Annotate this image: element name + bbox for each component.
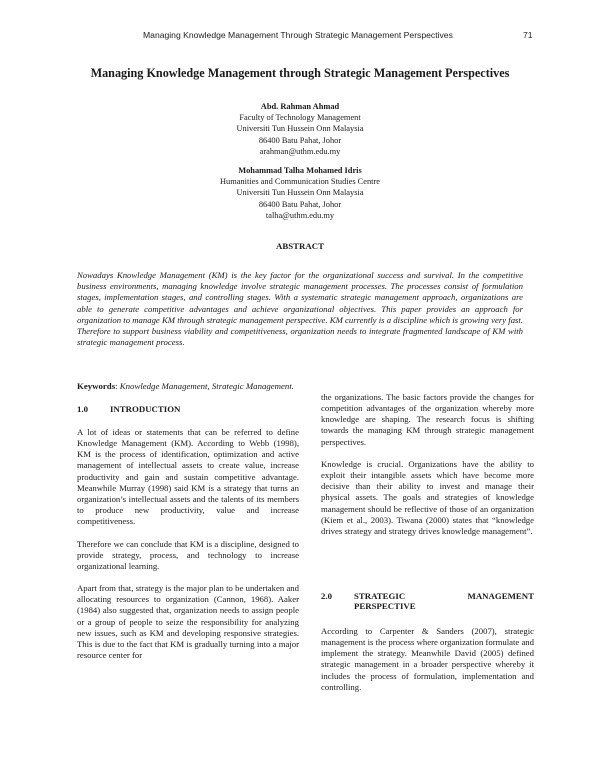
author-affiliation: Humanities and Communication Studies Centre (219, 177, 381, 187)
abstract-text (77, 270, 523, 348)
author-block-2 (0, 165, 600, 221)
section-title-word: MANAGEMENT (467, 591, 534, 601)
body-paragraph: Apart from that, strategy is the major plan to be undertaken and allocating resources to organization (Cannon, 1968). Aaker (1984) also suggested that, organization needs to assign people or a group of people to seize the responsibility for analyzing new issues, such as KM and developing responsive strategies. This is due to the fact that KM is gradually turning into a major resource center for (77, 583, 299, 661)
keywords-text: Knowledge Management, Strategic Management. (119, 381, 294, 391)
section-title-word: STRATEGIC (354, 591, 406, 601)
section-number: 2.0 (321, 591, 332, 601)
running-head: Managing Knowledge Management Through Strategic Management Perspectives (143, 30, 453, 40)
section-title-line2: PERSPECTIVE (354, 601, 416, 611)
author-affiliation: Faculty of Technology Management (239, 113, 361, 123)
keywords-label: Keywords (77, 381, 116, 391)
section-heading-introduction (77, 404, 299, 414)
keywords: Keywords: Knowledge Management, Strategic Management. (77, 381, 294, 391)
body-paragraph: According to Carpenter & Sanders (2007), strategic management is the process where organization formulate and implement the strategy. Meanwhile David (2005) defined strategic management in a broader perspective whereby it includes the process of formulation, implementation and controlling. (321, 626, 534, 692)
author-email: talha@uthm.edu.my (265, 210, 335, 220)
abstract-paragraph: Nowadays Knowledge Management (KM) is the key factor for the organizational success and survival. In the competitive business environments, managing knowledge involve strategic management processes. The processes consist of formulation stages, implementation stages, and controlling stages. With a systematic strategic management approach, organizations are able to generate competitive advantages and achieve organizational objectives. This paper provides an approach for organization to manage KM through strategic management perspective. KM currently is a discipline which is growing very fast. Therefore to support business viability and competitiveness, organization needs to integrate fragmented landscape of KM with strategic management process. (77, 270, 523, 348)
author-address: 86400 Batu Pahat, Johor (258, 135, 342, 145)
author-name: Mohammad Talha Mohamed Idris (238, 166, 362, 175)
page-number: 71 (523, 30, 533, 40)
body-paragraph: the organizations. The basic factors provide the changes for competition advantages of the organization whereby more knowledge are shaping. The research focus is shifting towards the managing KM through strategic management perspectives. (321, 392, 534, 447)
section-title: INTRODUCTION (110, 404, 181, 414)
section-heading-strategic-management (321, 591, 534, 611)
body-paragraph: A lot of ideas or statements that can be referred to define Knowledge Management (KM). According to Webb (1998), KM is the process of identification, optimization and active management of intellectual assets to create value, increase productivity and gain and sustain competitive advantage. Meanwhile Murray (1998) said KM is a strategy that turns an organization’s intellectual assets and the talents of its members to produce new productivity, value and increase competitiveness. (77, 427, 299, 527)
body-paragraph: Knowledge is crucial. Organizations have the ability to exploit their intangible assets which have become more decisive than their ability to invest and manage their physical assets. The goals and strategies of knowledge management should be reflective of those of an organization (Kiem et al., 2003). Tiwana (2000) states that “knowledge drives strategy and strategy drives knowledge management”. (321, 458, 534, 536)
paper-title: Managing Knowledge Management through Strategic Management Perspectives (90, 66, 510, 80)
author-university: Universiti Tun Hussein Onn Malaysia (236, 124, 364, 134)
author-name: Abd. Rahman Ahmad (260, 102, 340, 111)
abstract-heading: ABSTRACT (276, 241, 324, 251)
body-paragraph: Therefore we can conclude that KM is a discipline, designed to provide strategy, process, and technology to increase organizational learning. (77, 538, 299, 571)
author-university: Universiti Tun Hussein Onn Malaysia (236, 188, 364, 198)
right-column (321, 392, 534, 548)
author-block-1 (0, 101, 600, 157)
section-number: 1.0 (77, 404, 88, 414)
author-email: arahman@uthm.edu.my (259, 146, 341, 156)
left-column (77, 427, 299, 672)
author-address: 86400 Batu Pahat, Johor (258, 199, 342, 209)
right-column-section2 (321, 626, 534, 704)
